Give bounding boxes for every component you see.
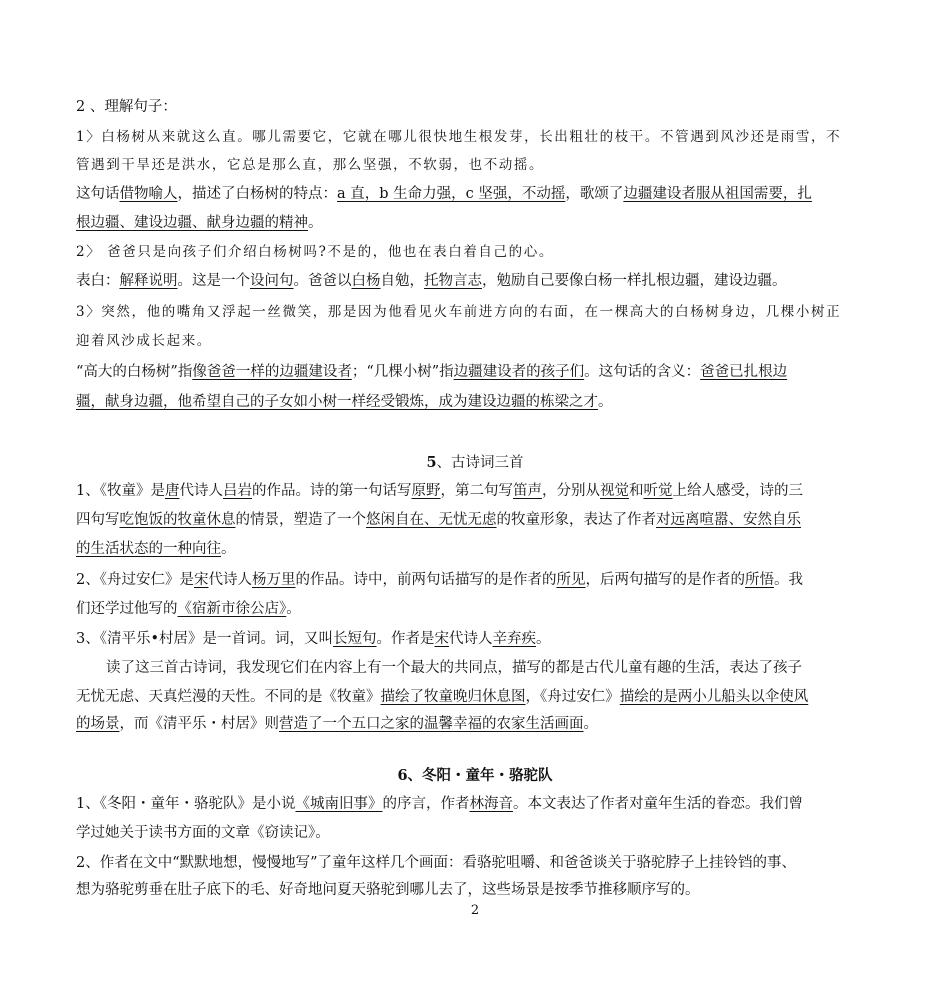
sentence-3-line-2: 迎着风沙成长起来。 <box>76 333 212 349</box>
text: ，而《清平乐・村居》则 <box>119 716 279 732</box>
text: ，《舟过安仁》 <box>525 689 620 705</box>
text: 。爸爸以 <box>293 273 352 289</box>
heading-number: 5 <box>426 454 437 471</box>
answer-blank: 托物言志 <box>424 273 482 289</box>
text: 。 <box>583 716 598 732</box>
section-2-title: 2 、理解句子： <box>76 99 177 115</box>
sentence-1-line-2: 管遇到干旱还是洪水，它总是那么直，那么坚强，不软弱，也不动摇。 <box>76 157 545 173</box>
heading-number: 6 <box>397 767 408 784</box>
sentence-1-line-1: 1〉白杨树从来就这么直。哪儿需要它，它就在哪儿很快地生根发芽，长出粗壮的枝干。不管遇到风沙还是雨雪，不 <box>76 129 842 145</box>
text: ，第二句写 <box>440 483 513 499</box>
text: 。 <box>536 631 551 647</box>
text: 的作品。诗的第一句话写 <box>251 483 412 499</box>
answer-2 <box>76 271 787 291</box>
text: ，描述了白杨树的特点： <box>177 186 337 202</box>
answer-blank: 吕岩 <box>222 483 252 499</box>
poem-1-line-2 <box>76 510 801 530</box>
answer-blank: 原野 <box>411 483 441 499</box>
poem-3 <box>76 629 551 649</box>
answer-blank: 杨万里 <box>251 572 296 588</box>
answer-blank: 宋 <box>434 631 450 647</box>
text: 这句话 <box>76 186 120 202</box>
sentence-3-line-1: 3〉突然，他的嘴角又浮起一丝微笑，那是因为他看见火车前进方向的右面，在一棵高大的白杨树身边，几棵小树正 <box>76 304 842 320</box>
text: 。作者是 <box>376 631 435 647</box>
text: 2、《舟过安仁》是 <box>76 572 194 588</box>
text: “高大的白杨树”指 <box>76 364 193 380</box>
text: ，勉励自己要像白杨一样扎根边疆，建设边疆。 <box>482 273 787 289</box>
text: 代诗人 <box>208 572 252 588</box>
text: 。 <box>308 215 323 231</box>
text: 自勉， <box>380 273 424 289</box>
answer-1-line-2 <box>76 213 323 233</box>
summary-line-2 <box>76 687 808 707</box>
text: 四句写 <box>76 512 120 528</box>
answer-blank: 视觉 <box>599 483 629 499</box>
answer-blank: 所见 <box>556 572 586 588</box>
heading-text: 、冬阳・童年・骆驼队 <box>407 767 553 784</box>
answer-blank: 笛声 <box>512 483 542 499</box>
poem-1-line-1 <box>76 481 803 501</box>
text: ；“几棵小树”指 <box>351 364 454 380</box>
text: ，后两句描写的是作者的 <box>585 572 745 588</box>
answer-blank: 听觉 <box>643 483 673 499</box>
text: 1、《牧童》是 <box>76 483 165 499</box>
poem-2-line-1 <box>76 570 803 590</box>
text: 。我 <box>773 572 803 588</box>
text: ，歌颂了 <box>565 186 624 202</box>
answer-blank: 边疆建设者服从祖国需要，扎 <box>623 186 812 202</box>
heading-text: 、古诗词三首 <box>436 455 524 471</box>
answer-blank: 林海音 <box>469 796 513 812</box>
answer-blank: 爸爸已扎根边 <box>700 364 788 380</box>
poem-2-line-2 <box>76 599 301 619</box>
text: 。这句话的含义： <box>584 364 701 380</box>
summary-line-1: 读了这三首古诗词，我发现它们在内容上有一个最大的共同点，描写的都是古代儿童有趣的生活，表达了孩子 <box>106 660 802 676</box>
text: 。 <box>221 541 236 557</box>
answer-blank: 对远离喧嚣、安然自乐 <box>656 512 801 528</box>
answer-3-line-2 <box>76 392 613 412</box>
answer-blank: 根边疆、建设边疆、献身边疆的精神 <box>76 215 308 231</box>
answer-blank: 疆，献身边疆，他希望自己的子女如小树一样经受锻炼，成为建设边疆的栋梁之才 <box>76 394 598 410</box>
answer-blank: 唐 <box>164 483 180 499</box>
answer-blank: 宋 <box>193 572 209 588</box>
sentence-2: 2〉 爸爸只是向孩子们介绍白杨树吗?不是的，他也在表白着自己的心。 <box>76 244 554 260</box>
answer-blank: 营造了一个五口之家的温馨幸福的农家生活画面 <box>279 716 584 732</box>
answer-blank: 解释说明 <box>119 273 178 289</box>
text: 的情景，塑造了一个 <box>235 512 366 528</box>
page-number: 2 <box>470 903 480 918</box>
text: 的序言，作者 <box>382 796 470 812</box>
answer-blank: 设问句 <box>250 273 294 289</box>
text-1-line-1 <box>76 794 803 814</box>
answer-blank: 像爸爸一样的边疆建设者 <box>192 364 352 380</box>
text: 。 <box>598 394 613 410</box>
text: 上给人感受，诗的三 <box>672 483 803 499</box>
answer-blank: 白杨 <box>351 273 381 289</box>
text: 。这是一个 <box>177 273 250 289</box>
text: 1、《冬阳・童年・骆驼队》是小说 <box>76 796 296 812</box>
text: 代诗人 <box>449 631 493 647</box>
answer-blank: 借物喻人 <box>119 186 178 202</box>
answer-blank: 吃饱饭的牧童休息 <box>119 512 236 528</box>
answer-blank: 的场景 <box>76 716 120 732</box>
answer-blank: 描绘的是两小儿船头以伞使风 <box>619 689 809 705</box>
text-2-line-1: 2、作者在文中“默默地想，慢慢地写”了童年这样几个画面：看骆驼咀嚼、和爸爸谈关于骆驼脖子上挂铃铛的事、 <box>76 855 797 871</box>
text-1-line-2: 学过她关于读书方面的文章《窃读记》。 <box>76 825 330 841</box>
text: 3、《清平乐•村居》是一首词。词，又叫 <box>76 631 334 647</box>
text: 。本文表达了作者对童年生活的眷恋。我们曾 <box>512 796 803 812</box>
text: 和 <box>628 483 644 499</box>
text: 代诗人 <box>179 483 223 499</box>
answer-blank: 长短句 <box>333 631 377 647</box>
answer-blank: 《宿新市徐公店》 <box>177 601 287 617</box>
text: 的作品。诗中，前两句话描写的是作者的 <box>295 572 557 588</box>
answer-1-line-1 <box>76 184 812 204</box>
section-5-heading <box>0 453 950 473</box>
answer-blank: 描绘了牧童晚归休息图 <box>380 689 526 705</box>
answer-blank: 《城南旧事》 <box>295 796 383 812</box>
text: 们还学过他写的 <box>76 601 178 617</box>
answer-blank: 所悟 <box>744 572 774 588</box>
poem-1-line-3 <box>76 539 236 559</box>
section-6-heading <box>0 766 950 786</box>
text: 。 <box>286 601 301 617</box>
text: ，分别从 <box>541 483 600 499</box>
answer-blank: 辛弃疾 <box>492 631 537 647</box>
answer-blank: 边疆建设者的孩子们 <box>453 364 585 380</box>
answer-3-line-1 <box>76 362 787 382</box>
text: 无忧无虑、天真烂漫的天性。不同的是《牧童》 <box>76 689 381 705</box>
answer-blank: a 直，b 生命力强，c 坚强，不动摇 <box>337 186 566 202</box>
text-2-line-2: 想为骆驼剪垂在肚子底下的毛、好奇地问夏天骆驼到哪儿去了，这些场景是按季节推移顺序写的。 <box>76 882 700 898</box>
summary-line-3 <box>76 714 598 734</box>
text: 表白： <box>76 273 120 289</box>
answer-blank: 悠闲自在、无忧无虑 <box>366 512 497 528</box>
answer-blank: 的生活状态的一种向往 <box>76 541 221 557</box>
text: 的牧童形象，表达了作者 <box>496 512 656 528</box>
